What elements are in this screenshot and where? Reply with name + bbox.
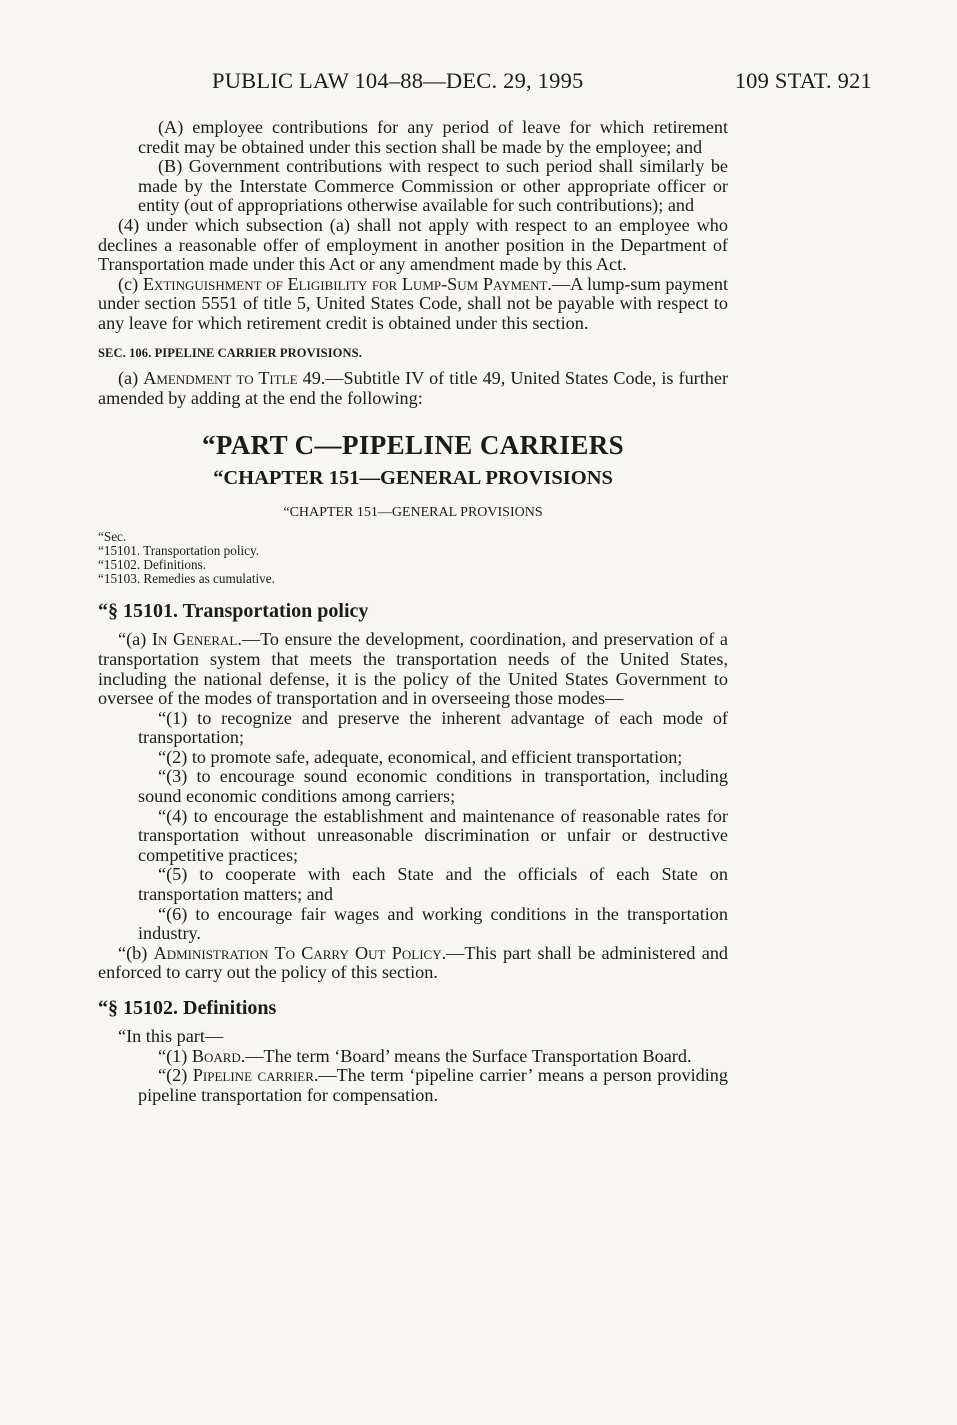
- section-106-heading: SEC. 106. PIPELINE CARRIER PROVISIONS.: [98, 345, 362, 360]
- policy-item-5: “(5) to cooperate with each State and the officials of each State on transportation matters; and: [138, 864, 728, 905]
- document-body: [98, 118, 728, 1105]
- toc-item: “15103. Remedies as cumulative.: [98, 571, 275, 587]
- section-15101-a-heading: In General.: [151, 629, 242, 650]
- part-title: “PART C—PIPELINE CARRIERS: [201, 430, 625, 461]
- paragraph-c: [98, 275, 728, 334]
- section-15101-b-text: —This part shall be administered and enforced to carry out the policy of this section.: [98, 942, 729, 983]
- paragraph-c-heading: Extinguishment of Eligibility for Lump-Sum Payment.: [142, 273, 552, 294]
- paragraph-A: (A) employee contributions for any period of leave for which retirement credit may be obtained under this section shall be made by the employee; and: [138, 117, 728, 157]
- chapter-title: “CHAPTER 151—GENERAL PROVISIONS: [213, 467, 613, 490]
- section-15101-b: [98, 944, 728, 983]
- paragraph-c-label: (c): [118, 273, 143, 294]
- definition-1-label: “(1): [158, 1045, 192, 1066]
- definition-1-text: —The term ‘Board’ means the Surface Transportation Board.: [245, 1045, 692, 1066]
- header-citation: PUBLIC LAW 104–88—DEC. 29, 1995: [212, 68, 584, 93]
- definition-item-1: [98, 1047, 728, 1067]
- paragraph-B: (B) Government contributions with respect to such period shall similarly be made by the Interstate Commerce Commission or other appropriate officer or entity (out of appropriations otherwise available for such contributions); and: [138, 156, 728, 216]
- definition-2-label: “(2): [158, 1065, 193, 1086]
- toc-item: “15102. Definitions.: [98, 557, 207, 573]
- policy-item-4: “(4) to encourage the establishment and maintenance of reasonable rates for transportation without unreasonable discrimination or unfair or destructive competitive practices;: [138, 805, 728, 865]
- section-106-a-label: (a): [118, 368, 144, 389]
- toc-heading: “CHAPTER 151—GENERAL PROVISIONS: [283, 505, 543, 521]
- definition-item-2: [98, 1066, 728, 1105]
- paragraph-4: (4) under which subsection (a) shall not apply with respect to an employee who declines a reasonable offer of employment in another position in the Department of Transportation made under this Act or any amendment made by this Act.: [98, 214, 728, 275]
- header-stat-page: 109 STAT. 921: [734, 68, 872, 93]
- section-15101-title: “§ 15101. Transportation policy: [98, 600, 369, 623]
- running-header: [212, 68, 872, 98]
- section-15101-b-heading: Administration To Carry Out Policy.: [153, 942, 447, 963]
- definition-1-heading: Board.: [191, 1045, 246, 1066]
- policy-item-1: “(1) to recognize and preserve the inherent advantage of each mode of transportation;: [138, 707, 728, 748]
- policy-item-3: “(3) to encourage sound economic conditions in transportation, including sound economic conditions among carriers;: [138, 766, 728, 807]
- section-15102-intro: “In this part—: [118, 1026, 224, 1046]
- definition-2-text: —The term ‘pipeline carrier’ means a person providing pipeline transportation for compensation.: [138, 1065, 728, 1105]
- section-106-a-heading: Amendment to Title 49.: [143, 368, 326, 389]
- policy-item-6: “(6) to encourage fair wages and working conditions in the transportation industry.: [138, 903, 728, 944]
- toc-sec-label: “Sec.: [98, 529, 127, 545]
- section-15101-a: [98, 630, 728, 708]
- toc-item: “15101. Transportation policy.: [98, 543, 260, 559]
- definition-2-heading: Pipeline carrier.: [192, 1065, 319, 1086]
- section-15102-title: “§ 15102. Definitions: [98, 997, 277, 1019]
- policy-item-2: “(2) to promote safe, adequate, economical, and efficient transportation;: [158, 746, 683, 767]
- section-106-a-text: —Subtitle IV of title 49, United States Code, is further amended by adding at the end the following:: [98, 368, 728, 408]
- paragraph-c-text: —A lump-sum payment under section 5551 of title 5, United States Code, shall not be payable with respect to any leave for which retirement credit is obtained under this section.: [98, 273, 728, 333]
- table-of-sections: [98, 530, 728, 586]
- section-106-a: [98, 369, 728, 408]
- section-15101-a-label: “(a): [118, 629, 152, 650]
- section-15101-b-label: “(b): [118, 942, 154, 963]
- section-15101-a-text: —To ensure the development, coordination, and preservation of a transportation system that meets the transportation needs of the United States, including the national defense, it is the policy of the United States Government to oversee of the modes of transportation and in overseeing those modes—: [98, 629, 728, 709]
